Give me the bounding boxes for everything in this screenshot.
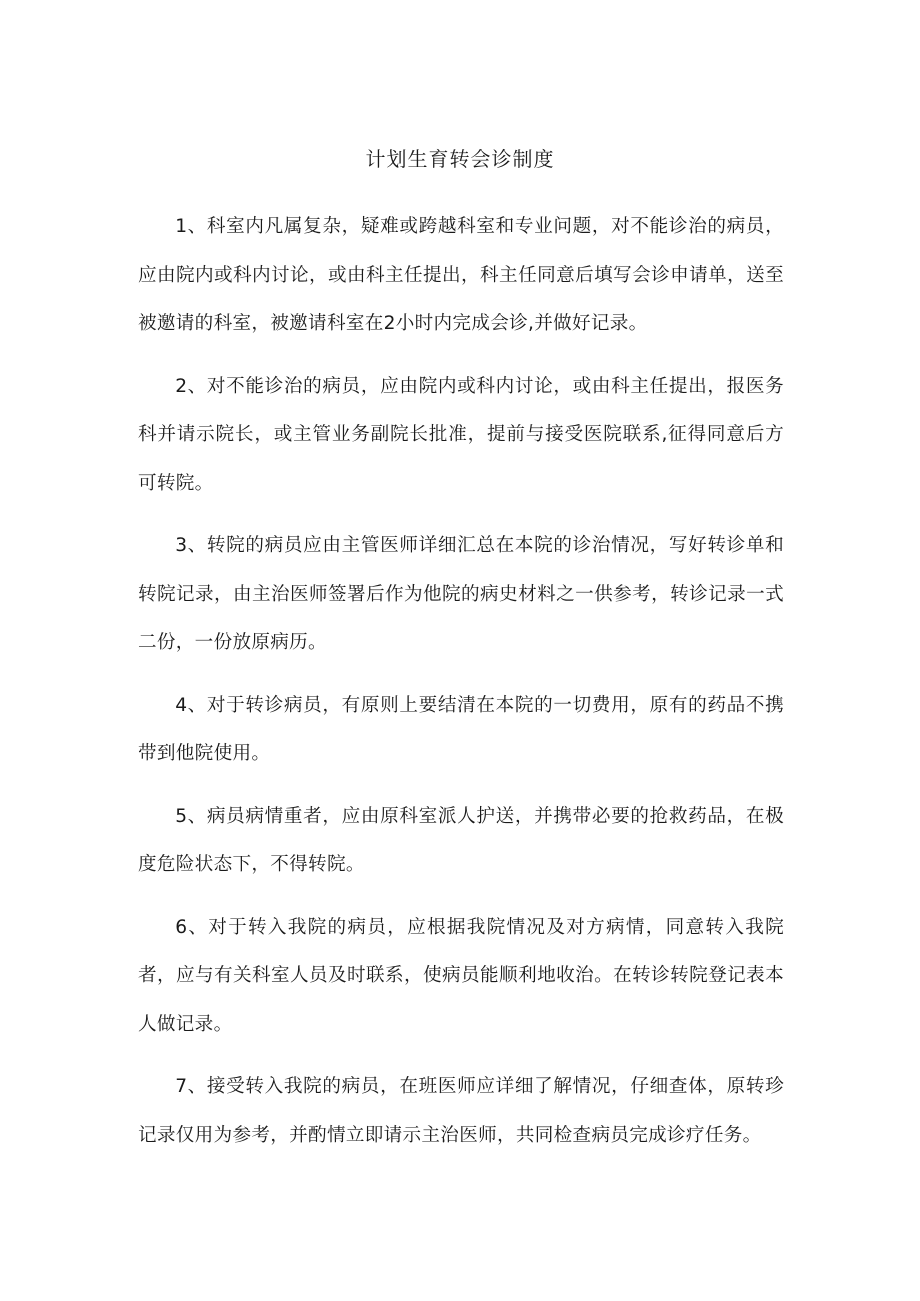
document-body [138, 203, 784, 1174]
paragraph-6: 6、对于转入我院的病员，应根据我院情况及对方病情，同意转入我院者，应与有关科室人员及时联系，使病员能顺利地收治。在转诊转院登记表本人做记录。 [138, 916, 784, 1035]
paragraph-2: 2、对不能诊治的病员，应由院内或科内讨论，或由科主任提出，报医务科并请示院长，或主管业务副院长批准，提前与接受医院联系,征得同意后方可转院。 [138, 375, 784, 494]
document-title: 计划生育转会诊制度 [365, 147, 555, 171]
paragraph-5: 5、病员病情重者，应由原科室派人护送，并携带必要的抢救药品，在极度危险状态下，不得转院。 [138, 805, 784, 875]
paragraph-7: 7、接受转入我院的病员，在班医师应详细了解情况，仔细查体，原转珍记录仅用为参考，并酌情立即请示主治医师，共同检查病员完成诊疗任务。 [138, 1076, 784, 1146]
paragraph-1: 1、科室内凡属复杂，疑难或跨越科室和专业问题，对不能诊治的病员，应由院内或科内讨论，或由科主任提出，科主任同意后填写会诊申请单，送至被邀请的科室，被邀请科室在2小时内完成会诊,并做好记录。 [138, 216, 784, 334]
paragraph-3: 3、转院的病员应由主管医师详细汇总在本院的诊治情况，写好转诊单和转院记录，由主治医师签署后作为他院的病史材料之一供参考，转诊记录一式二份，一份放原病历。 [138, 535, 784, 653]
paragraph-4: 4、对于转诊病员，有原则上要结清在本院的一切费用，原有的药品不携带到他院使用。 [138, 694, 784, 764]
